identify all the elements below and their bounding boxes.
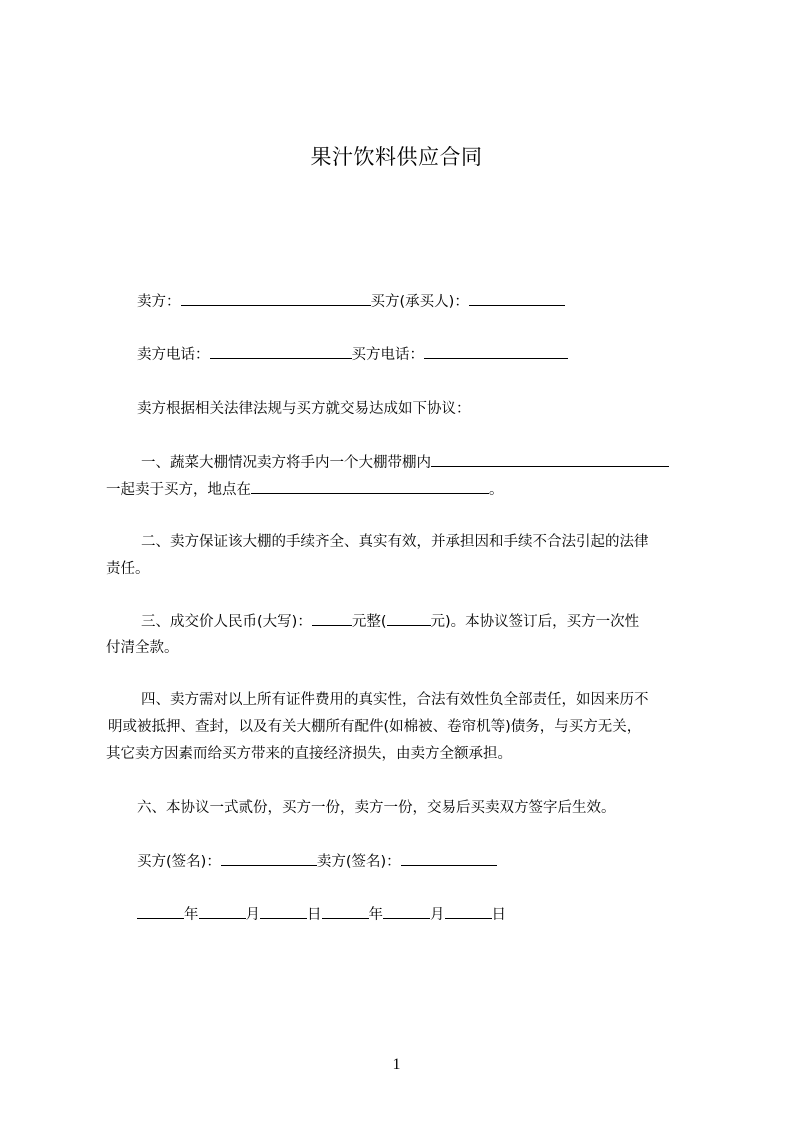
buyer-month-label: 月 <box>245 907 260 923</box>
clause-3-text-b: 元整( <box>351 614 387 630</box>
buyer-sign-label: 买方(签名)： <box>137 854 221 870</box>
clause-3-text-a: 三、成交价人民币(大写)： <box>141 614 312 630</box>
seller-sign-label: 卖方(签名)： <box>316 854 401 870</box>
buyer-sign-blank[interactable] <box>221 851 317 866</box>
clause-1-blank-b[interactable] <box>251 479 489 494</box>
buyer-phone-blank[interactable] <box>424 344 568 359</box>
intro-text: 卖方根据相关法律法规与买方就交易达成如下协议： <box>137 401 471 417</box>
buyer-month-blank[interactable] <box>199 904 246 919</box>
seller-phone-blank[interactable] <box>210 344 352 359</box>
seller-blank[interactable] <box>181 291 371 306</box>
clause-1-text-c: 。 <box>489 482 504 498</box>
buyer-label: 买方(承买人)： <box>370 294 469 310</box>
clause-3-line-2: 付清全款。 <box>106 640 179 656</box>
clause-1-line-1 <box>141 452 741 473</box>
seller-month-label: 月 <box>430 907 445 923</box>
buyer-phone-label: 买方电话： <box>351 347 424 363</box>
seller-year-label: 年 <box>368 907 383 923</box>
clause-2-line-2: 责任。 <box>106 561 150 577</box>
buyer-year-blank[interactable] <box>137 904 184 919</box>
buyer-day-blank[interactable] <box>260 904 307 919</box>
date-line <box>137 904 737 925</box>
signature-line <box>137 851 737 872</box>
seller-phone-label: 卖方电话： <box>137 347 210 363</box>
buyer-blank[interactable] <box>469 291 565 306</box>
clause-3-blank-a[interactable] <box>312 611 352 626</box>
seller-day-blank[interactable] <box>445 904 492 919</box>
clause-4-line-1: 四、卖方需对以上所有证件费用的真实性，合法有效性负全部责任，如因来历不 <box>141 692 649 708</box>
seller-day-label: 日 <box>491 907 506 923</box>
seller-sign-blank[interactable] <box>401 851 497 866</box>
seller-month-blank[interactable] <box>383 904 430 919</box>
clause-4-line-3: 其它卖方因素而给买方带来的直接经济损失，由卖方全额承担。 <box>106 746 512 762</box>
seller-label: 卖方： <box>137 294 181 310</box>
page-number: 1 <box>392 1056 401 1073</box>
clause-3-blank-b[interactable] <box>387 611 431 626</box>
page-title: 果汁饮料供应合同 <box>310 145 483 169</box>
clause-1-line-2 <box>106 479 706 500</box>
clause-3-text-c: 元)。本协议签订后，买方一次性 <box>430 614 640 630</box>
clause-4-line-2: 明或被抵押、查封，以及有关大棚所有配件(如棉被、卷帘机等)债务，与买方无关， <box>108 719 642 735</box>
clause-6-text: 六、本协议一式贰份，买方一份，卖方一份，交易后买卖双方签字后生效。 <box>137 800 616 816</box>
clause-1-text-a: 一、蔬菜大棚情况卖方将手内一个大棚带棚内 <box>141 455 431 471</box>
clause-1-text-b: 一起卖于买方，地点在 <box>106 482 251 498</box>
seller-year-blank[interactable] <box>322 904 369 919</box>
clause-3-line-1 <box>141 611 741 632</box>
buyer-year-label: 年 <box>184 907 199 923</box>
parties-line <box>137 291 737 312</box>
buyer-day-label: 日 <box>307 907 322 923</box>
clause-1-blank-a[interactable] <box>431 452 669 467</box>
clause-2-line-1: 二、卖方保证该大棚的手续齐全、真实有效，并承担因和手续不合法引起的法律 <box>141 534 649 550</box>
phones-line <box>137 344 737 365</box>
